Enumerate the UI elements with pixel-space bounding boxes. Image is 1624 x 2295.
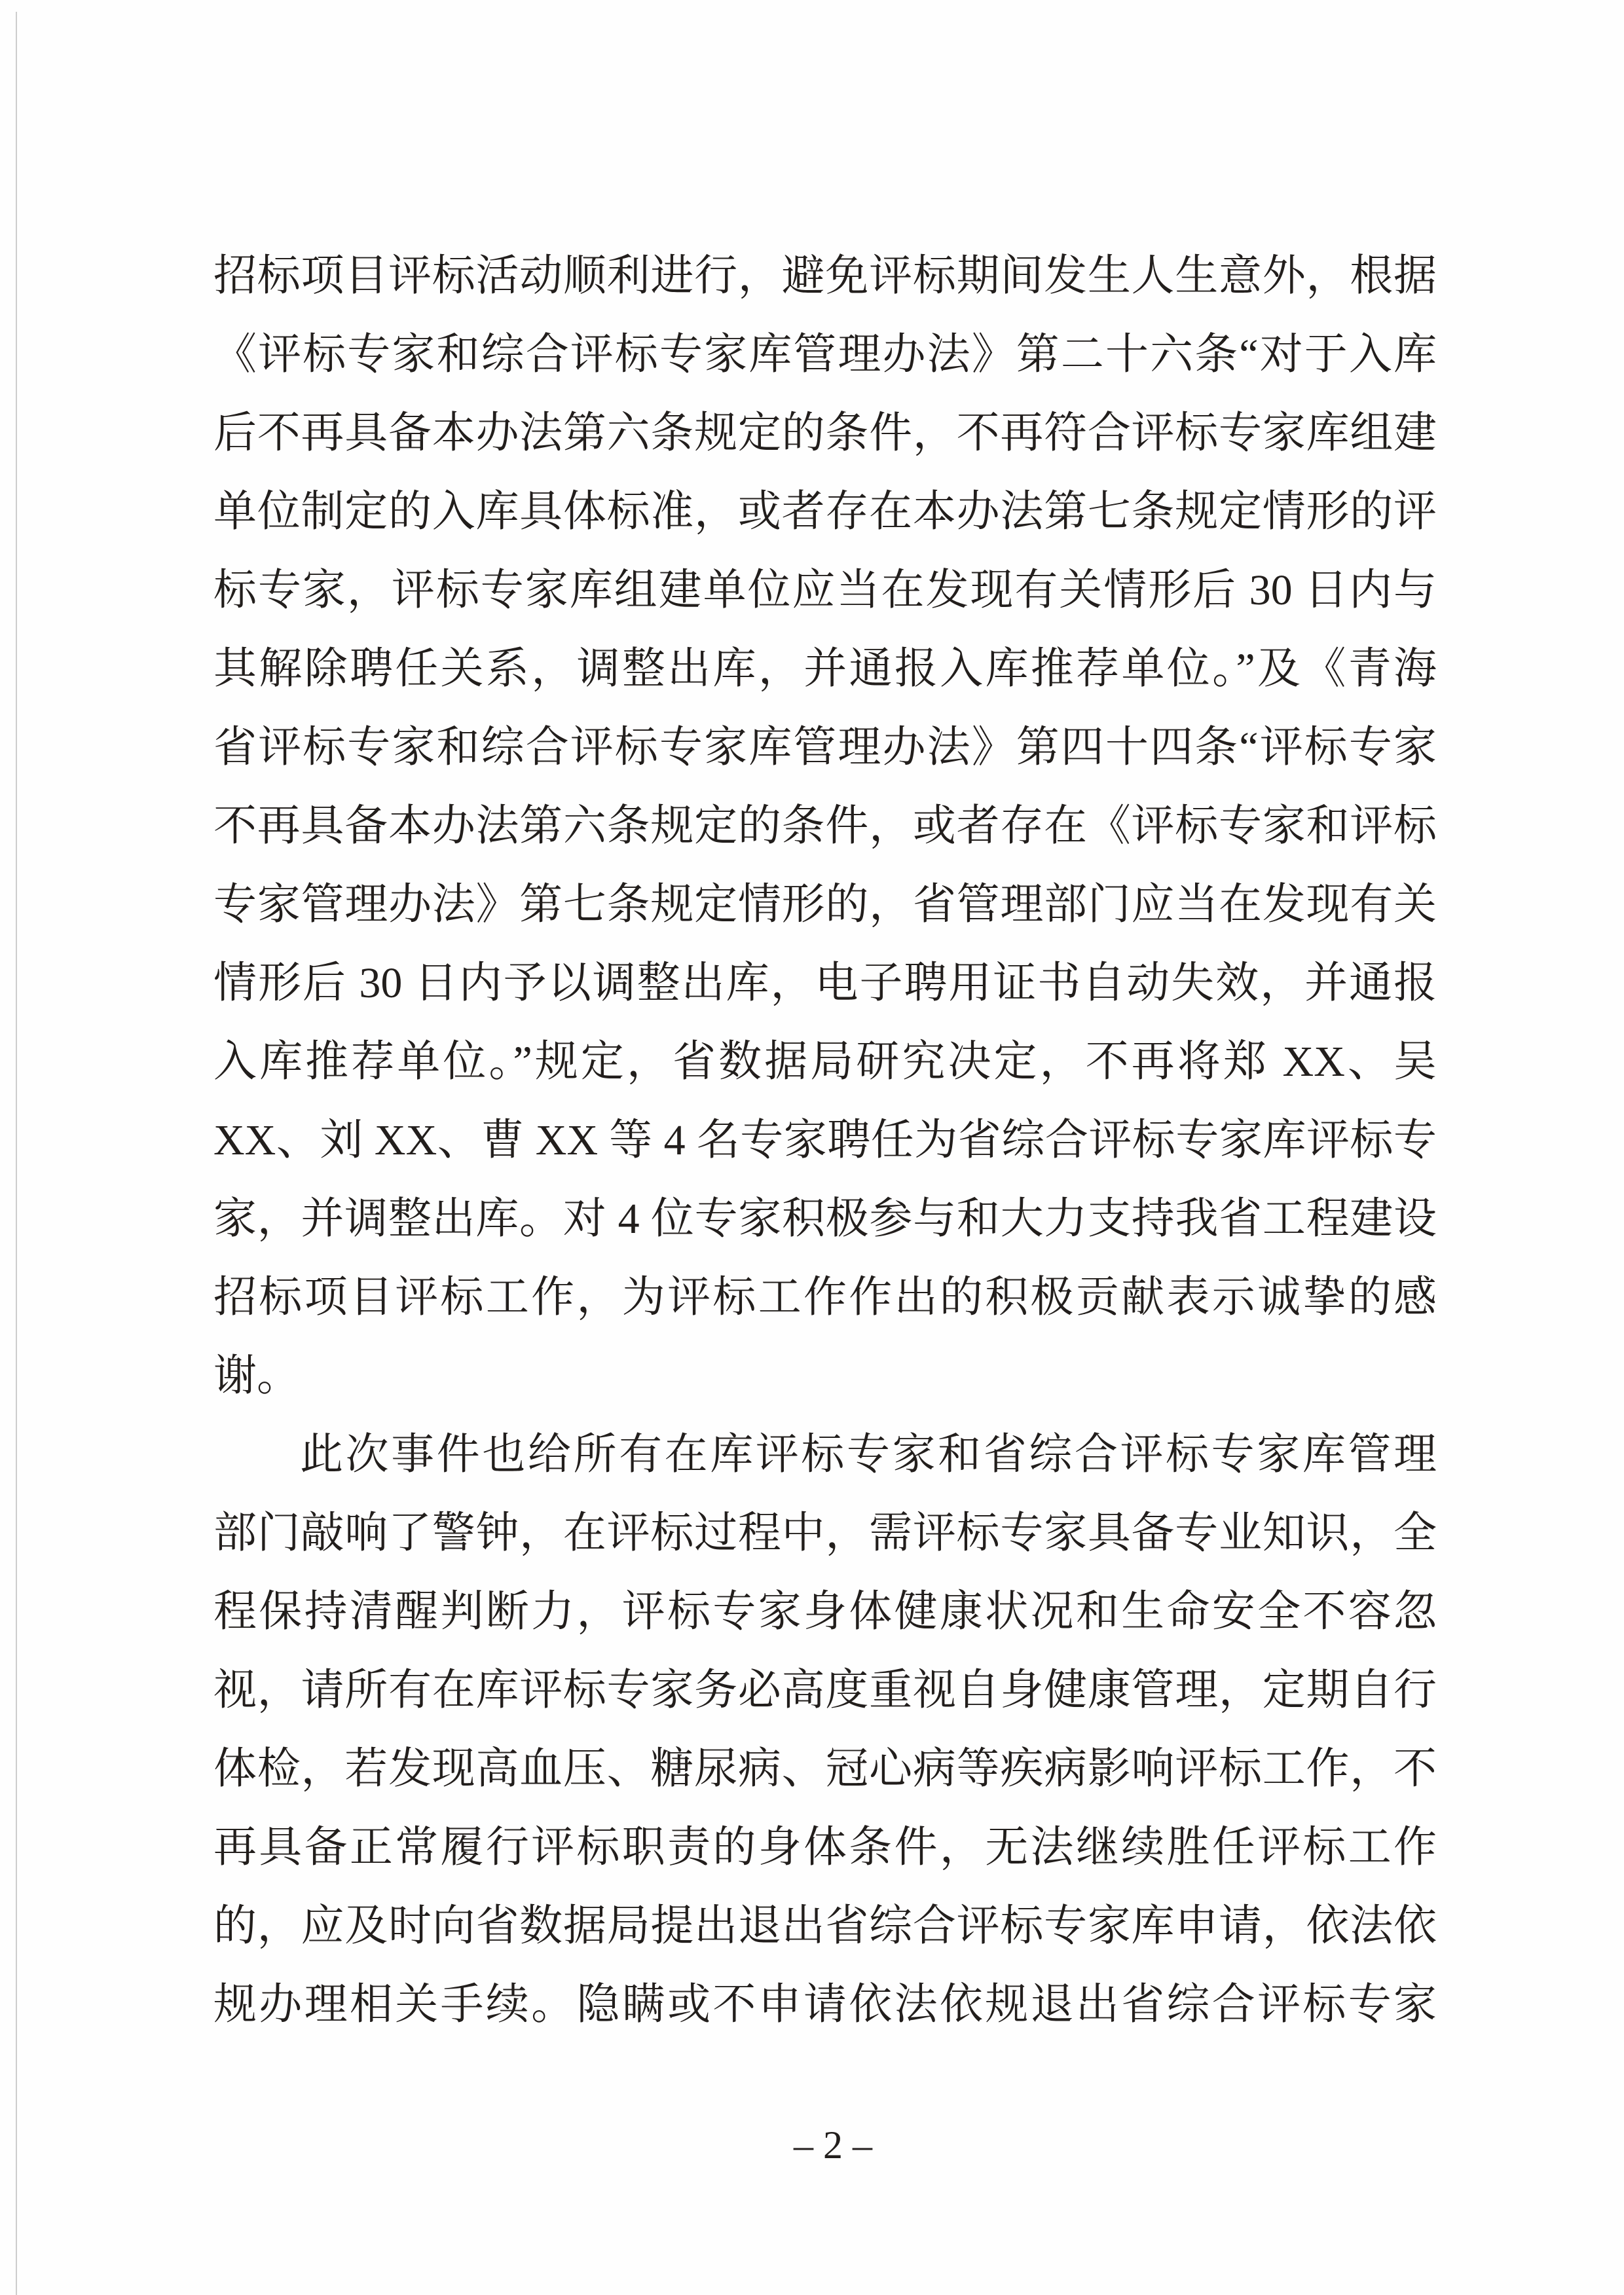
text-line: 招标项目评标工作，为评标工作作出的积极贡献表示诚挚的感 xyxy=(213,1274,1437,1321)
text-line: 再具备正常履行评标职责的身体条件，无法继续胜任评标工作 xyxy=(213,1824,1437,1871)
text-line: 部门敲响了警钟，在评标过程中，需评标专家具备专业知识，全 xyxy=(213,1509,1437,1557)
text-line: 标专家，评标专家库组建单位应当在发现有关情形后 30 日内与 xyxy=(213,566,1437,614)
text-line: 单位制定的入库具体标准，或者存在本办法第七条规定情形的评 xyxy=(213,488,1437,536)
text-line: 谢。 xyxy=(213,1352,300,1400)
text-line: 入库推荐单位。”规定，省数据局研究决定，不再将郑 XX、吴 xyxy=(213,1038,1437,1086)
text-line: 规办理相关手续。隐瞒或不申请依法依规退出省综合评标专家 xyxy=(213,1981,1437,2029)
page-number: – 2 – xyxy=(794,2123,872,2167)
text-line: 省评标专家和综合评标专家库管理办法》第四十四条“评标专家 xyxy=(213,724,1437,771)
text-line: 后不再具备本办法第六条规定的条件，不再符合评标专家库组建 xyxy=(213,409,1437,457)
text-line: 不再具备本办法第六条规定的条件，或者存在《评标专家和评标 xyxy=(213,802,1437,850)
document-body xyxy=(213,237,1437,2044)
text-line: 体检，若发现高血压、糖尿病、冠心病等疾病影响评标工作，不 xyxy=(213,1745,1437,1793)
text-line: 程保持清醒判断力，评标专家身体健康状况和生命安全不容忽 xyxy=(213,1588,1437,1636)
text-line: 其解除聘任关系，调整出库，并通报入库推荐单位。”及《青海 xyxy=(213,645,1437,693)
text-line: 视，请所有在库评标专家务必高度重视自身健康管理，定期自行 xyxy=(213,1666,1437,1714)
text-line: 的，应及时向省数据局提出退出省综合评标专家库申请，依法依 xyxy=(213,1902,1437,1950)
text-line: XX、刘 XX、曹 XX 等 4 名专家聘任为省综合评标专家库评标专 xyxy=(213,1116,1437,1164)
text-line: 此次事件也给所有在库评标专家和省综合评标专家库管理 xyxy=(300,1431,1437,1478)
text-line: 家，并调整出库。对 4 位专家积极参与和大力支持我省工程建设 xyxy=(213,1195,1437,1243)
scan-edge-line xyxy=(16,12,17,2295)
text-line: 招标项目评标活动顺利进行，避免评标期间发生人生意外，根据 xyxy=(213,252,1437,300)
text-line: 专家管理办法》第七条规定情形的，省管理部门应当在发现有关 xyxy=(213,881,1437,928)
text-line: 《评标专家和综合评标专家库管理办法》第二十六条“对于入库 xyxy=(213,331,1437,378)
text-line: 情形后 30 日内予以调整出库，电子聘用证书自动失效，并通报 xyxy=(213,959,1437,1007)
